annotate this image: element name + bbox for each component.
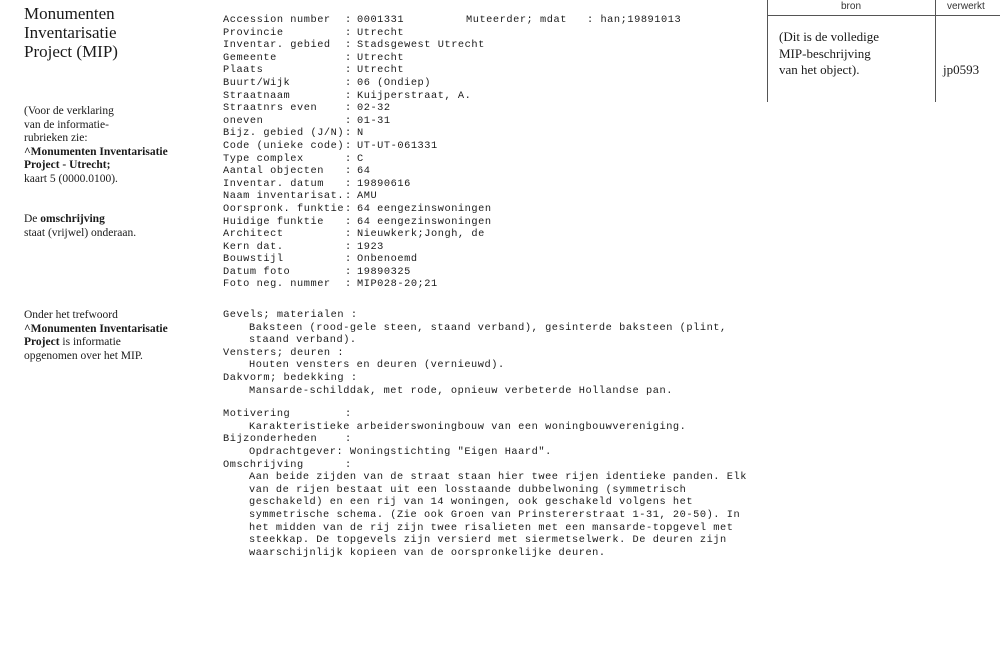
field-colon: : [345, 152, 352, 165]
field-label: Plaats [223, 64, 264, 77]
note-line: Onder het trefwoord [24, 309, 118, 321]
note-line-bold: Project - Utrecht; [24, 159, 111, 172]
field-colon: : [345, 253, 352, 266]
note-verklaring [24, 105, 168, 187]
field-colon: : [345, 51, 352, 64]
field-label: Kern dat. [223, 240, 284, 253]
note-line-bold: Project [24, 336, 60, 349]
description-line: Houten vensters en deuren (vernieuwd). [249, 359, 505, 372]
field-value: C [357, 152, 364, 165]
field-value: 19890325 [357, 265, 411, 278]
field-value: Nieuwkerk;Jongh, de [357, 228, 485, 241]
bron-text [779, 29, 879, 79]
field-label: Oorspronk. funktie [223, 202, 345, 215]
section-heading: Vensters; deuren : [223, 346, 345, 359]
note-text-bold: omschrijving [40, 213, 105, 225]
field-label: Gemeente [223, 51, 277, 64]
field-value: 64 eengezinswoningen [357, 215, 492, 228]
field-label: Type complex [223, 152, 304, 165]
field-colon: : [345, 228, 352, 241]
field-colon: : [345, 190, 352, 203]
field-value: 06 (Ondiep) [357, 76, 432, 89]
note-text: De [24, 213, 41, 225]
field-label: Aantal objecten [223, 165, 324, 178]
bron-line: (Dit is de volledige [779, 29, 880, 44]
field-colon: : [345, 26, 352, 39]
field-value: N [357, 127, 364, 140]
section-heading: Dakvorm; bedekking : [223, 371, 358, 384]
note-line: rubrieken zie: [24, 132, 88, 145]
note-line-bold: ^Monumenten Inventarisatie [24, 145, 168, 158]
field-colon: : [345, 127, 352, 140]
section-heading: Omschrijving [223, 458, 304, 471]
field-value: AMU [357, 190, 378, 203]
field-label: Datum foto [223, 265, 291, 278]
title-line: Project (MIP) [24, 42, 118, 61]
field-label: Inventar. gebied [223, 39, 331, 52]
description-block [223, 309, 747, 559]
note-line: staat (vrijwel) onderaan. [24, 226, 137, 239]
field-colon: : [345, 202, 352, 215]
field-value: Stadsgewest Utrecht [357, 39, 485, 52]
field-value: 1923 [357, 240, 384, 253]
field-value: : han;19891013 [587, 14, 682, 26]
bron-header: bron [841, 1, 862, 12]
field-label: Straatnaam [223, 89, 291, 102]
description-line: steekkap. De topgevels zijn versierd met siermetselwerk. De deuren zijn [249, 534, 727, 547]
note-line: kaart 5 (0000.0100). [24, 172, 118, 185]
note-line-bold: ^Monumenten Inventarisatie [24, 322, 168, 335]
description-line: Baksteen (rood-gele steen, staand verband), gesinterde baksteen (plint, [249, 321, 727, 334]
description-line: symmetrische schema. (Zie ook Groen van Prinstererstraat 1-31, 20-50). In [249, 508, 741, 521]
section-heading: Motivering [223, 408, 291, 421]
field-value: 19890616 [357, 177, 411, 190]
field-label: Architect [223, 228, 284, 241]
section-heading-row [223, 459, 747, 472]
field-value: Kuijperstraat, A. [357, 89, 472, 102]
field-colon: : [345, 64, 352, 77]
field-label: Buurt/Wijk [223, 76, 291, 89]
field-value: 0001331 [357, 14, 405, 26]
field-label: Code (unieke code) [223, 139, 345, 152]
section-heading: Bijzonderheden [223, 433, 318, 446]
field-label: Naam inventarisat. [223, 190, 345, 203]
field-colon: : [345, 139, 352, 152]
note-omschrijving [24, 213, 136, 240]
field-label: Foto neg. nummer [223, 278, 331, 291]
note-line: (Voor de verklaring [24, 105, 114, 117]
description-line: het midden van de rij zijn twee risalieten met een mansarde-topgevel met [249, 521, 734, 534]
field-colon: : [345, 240, 352, 253]
field-value: UT-UT-061331 [357, 139, 438, 152]
field-value: 02-32 [357, 102, 391, 115]
box-divider [767, 15, 1000, 16]
heading-colon: : [345, 408, 352, 421]
field-colon: : [345, 165, 352, 178]
description-line: Mansarde-schilddak, met rode, opnieuw verbeterde Hollandse pan. [249, 384, 673, 397]
field-label: Huidige funktie [223, 215, 324, 228]
description-line: Karakteristieke arbeiderswoningbouw van een woningbouwvereniging. [249, 420, 687, 433]
field-value: Utrecht [357, 51, 405, 64]
description-line: Opdrachtgever: Woningstichting "Eigen Haard". [249, 445, 552, 458]
field-colon: : [345, 14, 352, 26]
title-line: Monumenten [24, 4, 115, 23]
section-heading-row [223, 408, 747, 421]
heading-colon: : [345, 458, 352, 471]
field-colon: : [345, 114, 352, 127]
source-box [767, 0, 1000, 102]
field-colon: : [345, 278, 352, 291]
field-label: Muteerder; mdat [466, 14, 567, 26]
note-line: van de informatie- [24, 118, 109, 131]
field-colon: : [345, 89, 352, 102]
description-line: Aan beide zijden van de straat staan hier twee rijen identieke panden. Elk [249, 471, 747, 484]
heading-colon: : [345, 433, 352, 446]
field-label: Straatnrs even [223, 102, 318, 115]
field-colon: : [345, 265, 352, 278]
description-line: geschakeld) en een rij van 14 woningen, ook geschakeld volgens het [249, 496, 694, 509]
verwerkt-value: jp0593 [943, 62, 980, 77]
field-label: Inventar. datum [223, 177, 324, 190]
field-label: Bouwstijl [223, 253, 284, 266]
field-value: 64 eengezinswoningen [357, 202, 492, 215]
field-value: Utrecht [357, 64, 405, 77]
field-colon: : [345, 215, 352, 228]
description-line: waarschijnlijk kopieen van de oorspronkelijke deuren. [249, 546, 606, 559]
field-value: 01-31 [357, 114, 391, 127]
title-line: Inventarisatie [24, 23, 117, 42]
field-colon: : [345, 76, 352, 89]
field-label: oneven [223, 114, 264, 127]
field-label: Bijz. gebied (J/N) [223, 127, 345, 140]
section-heading-row [223, 433, 747, 446]
field-value: Utrecht [357, 26, 405, 39]
field-value: 64 [357, 165, 371, 178]
bron-line: van het object). [779, 62, 860, 77]
note-line: opgenomen over het MIP. [24, 349, 143, 362]
field-colon: : [345, 39, 352, 52]
verwerkt-header: verwerkt [947, 1, 985, 12]
field-colon: : [345, 102, 352, 115]
note-text: is informatie [59, 336, 121, 349]
field-value: MIP028-20;21 [357, 278, 438, 291]
field-value: Onbenoemd [357, 253, 418, 266]
document-title [24, 4, 118, 61]
description-line: staand verband). [249, 334, 357, 347]
field-label: Accession number [223, 14, 331, 26]
field-label: Provincie [223, 26, 284, 39]
description-line: van de rijen bestaat uit een losstaande dubbelwoning (symmetrisch [249, 483, 687, 496]
field-colon: : [345, 177, 352, 190]
section-heading: Gevels; materialen : [223, 309, 358, 321]
note-trefwoord [24, 309, 168, 363]
bron-line: MIP-beschrijving [779, 45, 871, 61]
